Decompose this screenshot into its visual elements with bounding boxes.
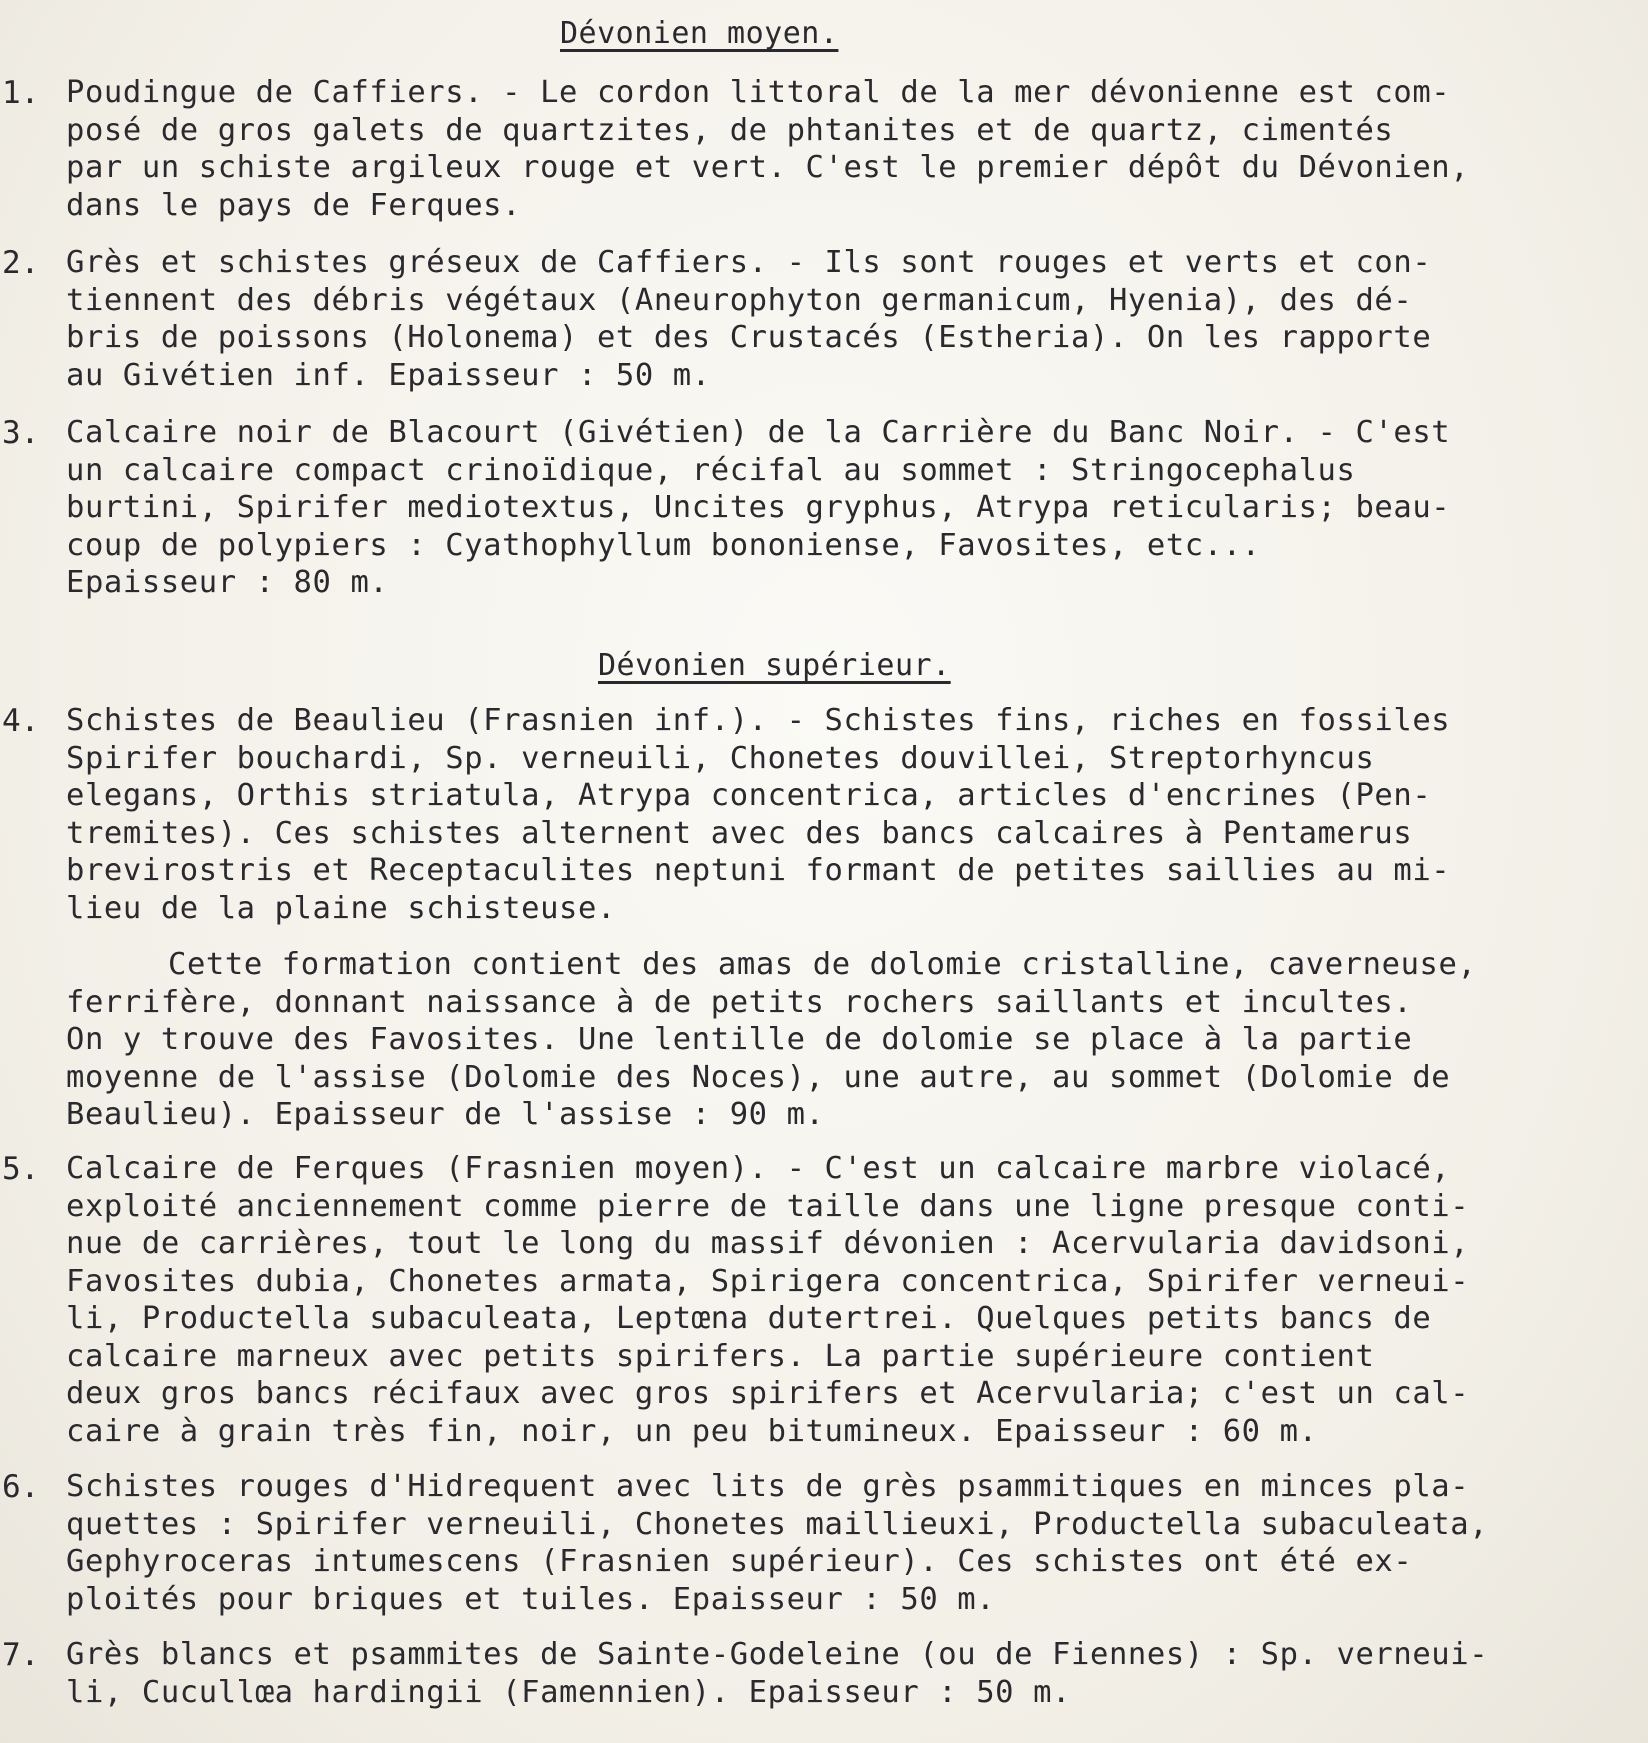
text-line: calcaire marneux avec petits spirifers. La partie supérieure contient [66, 1338, 1375, 1374]
item-number: 7. [2, 1637, 40, 1673]
text-line: li, Cucullœa hardingii (Famennien). Epaisseur : 50 m. [66, 1674, 1072, 1710]
text-line: Grès blancs et psammites de Sainte-Godeleine (ou de Fiennes) : Sp. verneui- [66, 1637, 1489, 1672]
item-number: 1. [2, 75, 40, 111]
text-line: deux gros bancs récifaux avec gros spirifers et Acervularia; c'est un cal- [66, 1376, 1470, 1411]
text-line: li, Productella subaculeata, Leptœna dutertrei. Quelques petits bancs de [66, 1301, 1432, 1336]
text-line: Favosites dubia, Chonetes armata, Spirigera concentrica, Spirifer verneui- [66, 1263, 1470, 1299]
item-paragraph [66, 702, 1596, 927]
text-line: nue de carrières, tout le long du massif dévonien : Acervularia davidsoni, [66, 1226, 1470, 1261]
text-line: tiennent des débris végétaux (Aneurophyton germanicum, Hyenia), des dé- [66, 282, 1413, 318]
text-line: Epaisseur : 80 m. [66, 565, 389, 600]
item-number: 5. [2, 1151, 40, 1187]
text-line: coup de polypiers : Cyathophyllum bononiense, Favosites, etc... [66, 527, 1261, 563]
text-line: ploités pour briques et tuiles. Epaisseur : 50 m. [66, 1581, 996, 1617]
item-number: 4. [2, 703, 40, 739]
text-line: exploité anciennement comme pierre de taille dans une ligne presque conti- [66, 1188, 1470, 1224]
text-line: Spirifer bouchardi, Sp. verneuili, Chonetes douvillei, Streptorhyncus [66, 740, 1375, 776]
item-number: 3. [2, 415, 40, 451]
text-line: elegans, Orthis striatula, Atrypa concentrica, articles d'encrines (Pen- [66, 778, 1432, 813]
text-line: dans le pays de Ferques. [66, 187, 522, 223]
item-paragraph [66, 414, 1596, 602]
item-paragraph [66, 244, 1596, 394]
item-paragraph [66, 74, 1596, 224]
item-number: 2. [2, 245, 40, 281]
text-line: Calcaire de Ferques (Frasnien moyen). - C'est un calcaire marbre violacé, [66, 1151, 1451, 1186]
text-line: tremites). Ces schistes alternent avec des bancs calcaires à Pentamerus [66, 815, 1413, 851]
text-line: par un schiste argileux rouge et vert. C'est le premier dépôt du Dévonien, [66, 150, 1470, 185]
text-line: au Givétien inf. Epaisseur : 50 m. [66, 357, 711, 393]
text-line: un calcaire compact crinoïdique, récifal au sommet : Stringocephalus [66, 452, 1356, 488]
text-line: brevirostris et Receptaculites neptuni formant de petites saillies au mi- [66, 853, 1451, 888]
text-line: Poudingue de Caffiers. - Le cordon littoral de la mer dévonienne est com- [66, 75, 1451, 110]
text-line: On y trouve des Favosites. Une lentille de dolomie se place à la partie [66, 1022, 1413, 1057]
text-line: lieu de la plaine schisteuse. [66, 890, 616, 926]
text-line: Schistes rouges d'Hidrequent avec lits de grès psammitiques en minces pla- [66, 1469, 1470, 1504]
text-line: Gephyroceras intumescens (Frasnien supérieur). Ces schistes ont été ex- [66, 1544, 1413, 1579]
item-paragraph [66, 1468, 1596, 1618]
text-line: quettes : Spirifer verneuili, Chonetes maillieuxi, Productella subaculeata, [66, 1506, 1489, 1542]
item-number: 6. [2, 1469, 40, 1505]
item-paragraph [66, 1150, 1596, 1450]
section-title-devonien-moyen: Dévonien moyen. [560, 16, 839, 51]
text-line: moyenne de l'assise (Dolomie des Noces), une autre, au sommet (Dolomie de [66, 1059, 1451, 1095]
text-line: caire à grain très fin, noir, un peu bitumineux. Epaisseur : 60 m. [66, 1413, 1318, 1449]
text-line: Cette formation contient des amas de dolomie cristalline, caverneuse, [168, 947, 1477, 982]
text-line: Schistes de Beaulieu (Frasnien inf.). - Schistes fins, riches en fossiles [66, 703, 1451, 738]
text-line: ferrifère, donnant naissance à de petits rochers saillants et incultes. [66, 984, 1413, 1020]
section-title-devonien-superieur: Dévonien supérieur. [598, 648, 951, 683]
item-paragraph [66, 1636, 1596, 1711]
text-line: Beaulieu). Epaisseur de l'assise : 90 m. [66, 1097, 825, 1132]
text-line: Grès et schistes gréseux de Caffiers. - Ils sont rouges et verts et con- [66, 245, 1432, 280]
text-line: burtini, Spirifer mediotextus, Uncites gryphus, Atrypa reticularis; beau- [66, 490, 1451, 525]
text-line: bris de poissons (Holonema) et des Crustacés (Estheria). On les rapporte [66, 320, 1432, 355]
item-paragraph [66, 946, 1596, 1134]
text-line: posé de gros galets de quartzites, de phtanites et de quartz, cimentés [66, 112, 1394, 148]
text-line: Calcaire noir de Blacourt (Givétien) de la Carrière du Banc Noir. - C'est [66, 415, 1451, 450]
